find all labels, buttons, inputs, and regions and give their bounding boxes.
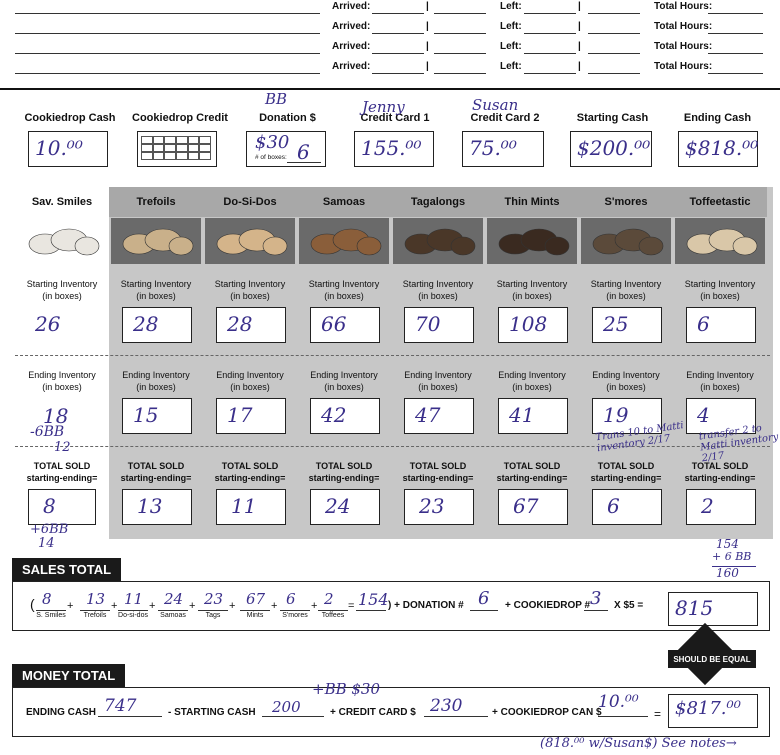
left-line[interactable] [524, 33, 576, 34]
sales-value: 6 [286, 590, 296, 608]
sales-line [36, 610, 66, 611]
annotation-minus: -6BB [30, 424, 65, 440]
grid-cell[interactable] [141, 136, 153, 144]
left-line[interactable] [588, 33, 640, 34]
boxes-value: 6 [297, 140, 310, 164]
grid-cell[interactable] [176, 152, 188, 160]
left-line[interactable] [524, 13, 576, 14]
cookie-name: S'mores [579, 187, 673, 217]
left-label: Left: [500, 41, 522, 52]
total-sold-value: 11 [231, 494, 257, 518]
total-sold-label: TOTAL SOLD [127, 461, 185, 471]
arrived-line[interactable] [372, 53, 424, 54]
grid-cell[interactable] [164, 144, 176, 152]
sales-label: S. Smiles [36, 612, 66, 619]
arrived-line[interactable] [434, 33, 486, 34]
plus-sign: + [67, 600, 74, 612]
starting-inventory-box[interactable] [686, 307, 756, 343]
cookie-shape [451, 237, 475, 255]
sales-line [280, 610, 310, 611]
ending-inventory-value: 41 [509, 403, 535, 427]
total-hours-line[interactable] [708, 33, 763, 34]
payment-box[interactable] [246, 131, 326, 167]
arrived-label: Arrived: [332, 21, 371, 32]
ending-inventory-value: 15 [133, 403, 159, 427]
cookie-name: Trefoils [109, 187, 203, 217]
sales-label: Mints [246, 612, 264, 619]
cookie-name: Thin Mints [485, 187, 579, 217]
total-sold-label: TOTAL SOLD [221, 461, 279, 471]
plus-sign: + [111, 600, 118, 612]
starting-inventory-label: Starting Inventory [214, 279, 286, 289]
starting-inventory-value: 28 [133, 312, 159, 336]
starting-inventory-unit: (in boxes) [700, 291, 740, 301]
ending-inventory-unit: (in boxes) [512, 382, 552, 392]
ending-inventory-label: Ending Inventory [216, 370, 284, 380]
starting-inventory-value: 25 [603, 312, 629, 336]
payment-box[interactable] [354, 131, 434, 167]
total-hours-line[interactable] [708, 53, 763, 54]
boxes-label: # of boxes: [255, 154, 287, 161]
starting-inventory-box[interactable] [498, 307, 568, 343]
total-sold-box[interactable] [592, 489, 662, 525]
payment-note: BB [265, 90, 288, 108]
total-sold-box[interactable] [216, 489, 286, 525]
cookiedrop-can-label: + COOKIEDROP CAN $ [492, 707, 602, 718]
payment-label: Credit Card 1 [360, 112, 430, 124]
total-sold-box[interactable] [498, 489, 568, 525]
arrived-line[interactable] [372, 73, 424, 74]
ending-inventory-value: 17 [227, 403, 253, 427]
ending-inventory-label: Ending Inventory [310, 370, 378, 380]
ending-inventory-unit: (in boxes) [418, 382, 458, 392]
total-sold-formula: starting-ending= [590, 473, 662, 483]
cookie-photo [487, 218, 577, 264]
plus-sign: + [271, 600, 278, 612]
total-sold-formula: starting-ending= [684, 473, 756, 483]
left-line[interactable] [588, 73, 640, 74]
annotation-plus: +6BB [30, 522, 69, 537]
ending-inventory-unit: (in boxes) [324, 382, 364, 392]
times-label: X $5 = [614, 600, 644, 611]
starting-inventory-value: 70 [415, 312, 441, 336]
starting-inventory-unit: (in boxes) [324, 291, 364, 301]
ending-inventory-unit: (in boxes) [606, 382, 646, 392]
grid-cell[interactable] [188, 152, 200, 160]
sales-value: 13 [86, 590, 106, 608]
grid-cell[interactable] [153, 152, 165, 160]
payment-value: 155.⁰⁰ [361, 136, 422, 160]
ending-inventory-box[interactable] [310, 398, 380, 434]
sales-total-value: 154 [358, 590, 389, 609]
grid-cell[interactable] [164, 136, 176, 144]
starting-cash-label: - STARTING CASH [168, 707, 256, 718]
total-hours-label: Total Hours: [654, 21, 713, 32]
ending-inventory-value: 4 [697, 403, 710, 427]
cookiedrop-line [584, 610, 608, 611]
arrived-label: Arrived: [332, 61, 371, 72]
separator: | [578, 41, 581, 52]
cookie-icon [487, 218, 577, 264]
total-sold-value: 8 [43, 494, 56, 518]
sales-line [158, 610, 188, 611]
sales-value: 2 [324, 590, 334, 608]
ending-inventory-label: Ending Inventory [592, 370, 660, 380]
payment-value: $818.⁰⁰ [685, 136, 759, 160]
footer-note: (818.⁰⁰ w/Susan$) See notes→ [540, 736, 737, 751]
ending-inventory-unit: (in boxes) [230, 382, 270, 392]
sales-line [80, 610, 110, 611]
payment-box[interactable] [678, 131, 758, 167]
starting-inventory-box[interactable] [592, 307, 662, 343]
donation-label: ) + DONATION # [388, 600, 464, 611]
row-separator [15, 446, 770, 447]
equals-sign: = [348, 600, 355, 612]
total-sold-label: TOTAL SOLD [33, 461, 91, 471]
total-sold-value: 13 [137, 494, 163, 518]
starting-inventory-label: Starting Inventory [590, 279, 662, 289]
sales-value: 8 [42, 590, 52, 608]
sales-value: 11 [124, 590, 144, 608]
donation-value: $30 [255, 132, 290, 153]
ending-inventory-unit: (in boxes) [700, 382, 740, 392]
starting-inventory-box[interactable] [310, 307, 380, 343]
total-sold-formula: starting-ending= [308, 473, 380, 483]
name-line[interactable] [15, 53, 320, 54]
ending-inventory-label: Ending Inventory [122, 370, 190, 380]
cookie-photo [393, 218, 483, 264]
sales-label: Samoas [160, 612, 186, 619]
cookie-photo [205, 218, 295, 264]
money-result-box[interactable] [668, 694, 758, 728]
payment-label: Credit Card 2 [470, 112, 540, 124]
total-sold-value: 24 [325, 494, 351, 518]
total-sold-label: TOTAL SOLD [691, 461, 749, 471]
sales-total-line [356, 610, 386, 611]
total-sold-formula: starting-ending= [214, 473, 286, 483]
starting-cash-value: 200 [272, 698, 301, 716]
payment-box[interactable] [137, 131, 217, 167]
ending-inventory-label: Ending Inventory [686, 370, 754, 380]
starting-inventory-value: 26 [35, 312, 61, 336]
total-hours-line[interactable] [708, 73, 763, 74]
total-hours-label: Total Hours: [654, 1, 713, 12]
cookie-shape [357, 237, 381, 255]
cookie-icon [581, 218, 671, 264]
cookie-photo [581, 218, 671, 264]
separator: | [578, 61, 581, 72]
should-be-equal-badge: SHOULD BE EQUAL [668, 650, 756, 668]
ending-inventory-value: 18 [43, 404, 69, 428]
total-hours-line[interactable] [708, 13, 763, 14]
cookie-name: Samoas [297, 187, 391, 217]
ending-cash-label: ENDING CASH [26, 707, 97, 718]
starting-inventory-label: Starting Inventory [308, 279, 380, 289]
separator: | [426, 61, 429, 72]
sales-result-box[interactable] [668, 592, 758, 626]
total-sold-label: TOTAL SOLD [409, 461, 467, 471]
arrived-line[interactable] [434, 73, 486, 74]
sales-line [318, 610, 348, 611]
equals-sign: = [654, 707, 662, 721]
cookie-name: Sav. Smiles [31, 196, 93, 208]
separator: | [426, 41, 429, 52]
annotation-total: 14 [38, 536, 55, 551]
ending-inventory-value: 19 [603, 403, 629, 427]
ending-inventory-box[interactable] [216, 398, 286, 434]
total-sold-value: 67 [513, 494, 539, 518]
cookie-icon [205, 218, 295, 264]
sales-result-value: 815 [675, 596, 714, 620]
total-hours-label: Total Hours: [654, 61, 713, 72]
cookie-photo [111, 218, 201, 264]
left-label: Left: [500, 21, 522, 32]
grid-cell[interactable] [199, 152, 211, 160]
ending-inventory-box[interactable] [404, 398, 474, 434]
sales-total-title: SALES TOTAL [12, 558, 121, 581]
cookiedrop-can-value: 10.⁰⁰ [598, 692, 639, 712]
starting-inventory-value: 6 [697, 312, 710, 336]
donation-value: 6 [478, 588, 490, 609]
cookie-shape [733, 237, 757, 255]
starting-inventory-unit: (in boxes) [512, 291, 552, 301]
cookie-shape [263, 237, 287, 255]
ending-inventory-label: Ending Inventory [404, 370, 472, 380]
payment-value: 75.⁰⁰ [469, 136, 517, 160]
annotation-sum-total: 160 [716, 566, 739, 580]
starting-inventory-box[interactable] [404, 307, 474, 343]
ending-inventory-unit: (in boxes) [136, 382, 176, 392]
divider [0, 88, 780, 90]
credit-label: + CREDIT CARD $ [330, 707, 416, 718]
payment-value: $200.⁰⁰ [577, 136, 651, 160]
sales-label: Tags [205, 612, 221, 619]
ending-inventory-value: 42 [321, 403, 347, 427]
annotation-sum-add: + 6 BB [712, 550, 752, 563]
ending-inventory-box[interactable] [122, 398, 192, 434]
annotation-smores: Trans 10 to Matti inventory 2/17 [594, 420, 685, 455]
plus-sign: + [311, 600, 318, 612]
grid-cell[interactable] [176, 136, 188, 144]
sales-label: S'mores [282, 612, 308, 619]
credit-value: 230 [430, 696, 463, 716]
total-sold-box[interactable] [122, 489, 192, 525]
grid-cell[interactable] [188, 144, 200, 152]
sales-value: 67 [246, 590, 266, 608]
plus-sign: + [189, 600, 196, 612]
annotation-bb: +BB $30 [312, 680, 381, 698]
payment-note: Jenny [362, 98, 405, 116]
sales-value: 24 [164, 590, 184, 608]
left-line[interactable] [524, 73, 576, 74]
ending-inventory-box[interactable] [498, 398, 568, 434]
total-sold-formula: starting-ending= [496, 473, 568, 483]
sales-line [198, 610, 228, 611]
total-sold-value: 2 [701, 494, 714, 518]
grid-cell[interactable] [153, 144, 165, 152]
ending-inventory-unit: (in boxes) [42, 382, 82, 392]
payment-box[interactable] [28, 131, 108, 167]
grid-cell[interactable] [141, 152, 153, 160]
payment-note: Susan [472, 96, 519, 114]
credit-grid [141, 136, 211, 160]
sales-label: Toffees [321, 612, 345, 619]
total-sold-box[interactable] [404, 489, 474, 525]
plus-sign: + [149, 600, 156, 612]
cookie-icon [111, 218, 201, 264]
separator: | [426, 1, 429, 12]
grid-cell[interactable] [188, 136, 200, 144]
total-sold-box[interactable] [310, 489, 380, 525]
cookie-shape [545, 237, 569, 255]
cookie-shape [75, 237, 99, 255]
ending-inventory-label: Ending Inventory [28, 370, 96, 380]
starting-inventory-label: Starting Inventory [684, 279, 756, 289]
starting-inventory-box[interactable] [122, 307, 192, 343]
name-line[interactable] [15, 33, 320, 34]
payment-label: Cookiedrop Credit [132, 112, 228, 124]
payment-box[interactable] [462, 131, 544, 167]
cookie-name: Do-Si-Dos [203, 187, 297, 217]
cookie-shape [169, 237, 193, 255]
cookiedrop-label: + COOKIEDROP # [505, 600, 591, 611]
ending-inventory-label: Ending Inventory [498, 370, 566, 380]
grid-cell[interactable] [176, 144, 188, 152]
ending-inventory-value: 47 [415, 403, 441, 427]
grid-cell[interactable] [199, 144, 211, 152]
starting-inventory-value: 28 [227, 312, 253, 336]
starting-inventory-unit: (in boxes) [230, 291, 270, 301]
ending-cash-line [98, 716, 162, 717]
name-line[interactable] [15, 73, 320, 74]
cookie-photo [299, 218, 389, 264]
payment-label: Donation $ [259, 112, 316, 124]
ending-cash-value: 747 [104, 696, 137, 716]
starting-cash-line [262, 716, 324, 717]
left-line[interactable] [588, 53, 640, 54]
cookiedrop-value: 3 [590, 588, 602, 609]
cookie-icon [393, 218, 483, 264]
boxes-line [287, 162, 321, 163]
name-line[interactable] [15, 13, 320, 14]
grid-cell[interactable] [153, 136, 165, 144]
cookie-shape [639, 237, 663, 255]
left-label: Left: [500, 61, 522, 72]
arrived-line[interactable] [372, 33, 424, 34]
annotation-toffee: transfer 2 to Matti inventory 2/17 [698, 422, 780, 465]
grid-cell[interactable] [164, 152, 176, 160]
money-result-value: $817.⁰⁰ [675, 698, 741, 719]
cookie-photo [17, 218, 107, 264]
starting-inventory-box[interactable] [216, 307, 286, 343]
sales-value: 23 [204, 590, 224, 608]
cookie-photo [675, 218, 765, 264]
arrived-label: Arrived: [332, 1, 371, 12]
paren-open: ( [30, 596, 35, 612]
annotation-sum-top: 154 [716, 537, 739, 551]
total-hours-label: Total Hours: [654, 41, 713, 52]
row-separator [15, 355, 770, 356]
starting-inventory-unit: (in boxes) [42, 291, 82, 301]
arrived-label: Arrived: [332, 41, 371, 52]
starting-inventory-label: Starting Inventory [120, 279, 192, 289]
starting-inventory-label: Starting Inventory [402, 279, 474, 289]
sales-label: Trefoils [83, 612, 107, 619]
separator: | [426, 21, 429, 32]
total-sold-formula: starting-ending= [26, 473, 98, 483]
payment-box[interactable] [570, 131, 652, 167]
plus-sign: + [229, 600, 236, 612]
arrived-line[interactable] [434, 13, 486, 14]
grid-cell[interactable] [141, 144, 153, 152]
total-sold-value: 23 [419, 494, 445, 518]
separator: | [578, 21, 581, 32]
credit-line [424, 716, 488, 717]
starting-inventory-label: Starting Inventory [26, 279, 98, 289]
payment-label: Cookiedrop Cash [24, 112, 116, 124]
total-sold-formula: starting-ending= [120, 473, 192, 483]
arrived-line[interactable] [372, 13, 424, 14]
cookie-icon [299, 218, 389, 264]
total-sold-label: TOTAL SOLD [597, 461, 655, 471]
arrived-line[interactable] [434, 53, 486, 54]
payment-label: Starting Cash [576, 112, 649, 124]
cookie-name: Tagalongs [391, 187, 485, 217]
left-label: Left: [500, 1, 522, 12]
total-sold-label: TOTAL SOLD [503, 461, 561, 471]
cookiedrop-can-line [598, 716, 648, 717]
starting-inventory-unit: (in boxes) [606, 291, 646, 301]
money-total-title: MONEY TOTAL [12, 664, 125, 687]
total-sold-box[interactable] [686, 489, 756, 525]
total-sold-value: 6 [607, 494, 620, 518]
starting-inventory-value: 108 [509, 312, 548, 336]
total-sold-box[interactable] [28, 489, 96, 525]
payment-value: 10.⁰⁰ [35, 136, 83, 160]
starting-inventory-unit: (in boxes) [136, 291, 176, 301]
left-line[interactable] [524, 53, 576, 54]
grid-cell[interactable] [199, 136, 211, 144]
sales-line [240, 610, 270, 611]
annotation-result: 12 [54, 440, 71, 455]
starting-inventory-unit: (in boxes) [418, 291, 458, 301]
total-sold-label: TOTAL SOLD [315, 461, 373, 471]
sales-label: Do-si-dos [118, 612, 148, 619]
donation-line [470, 610, 498, 611]
cookie-icon [17, 218, 107, 264]
payment-label: Ending Cash [683, 112, 752, 124]
left-line[interactable] [588, 13, 640, 14]
separator: | [578, 1, 581, 12]
starting-inventory-label: Starting Inventory [496, 279, 568, 289]
cookie-name: Toffeetastic [673, 187, 767, 217]
cookie-icon [675, 218, 765, 264]
starting-inventory-value: 66 [321, 312, 347, 336]
total-sold-formula: starting-ending= [402, 473, 474, 483]
sales-line [118, 610, 148, 611]
